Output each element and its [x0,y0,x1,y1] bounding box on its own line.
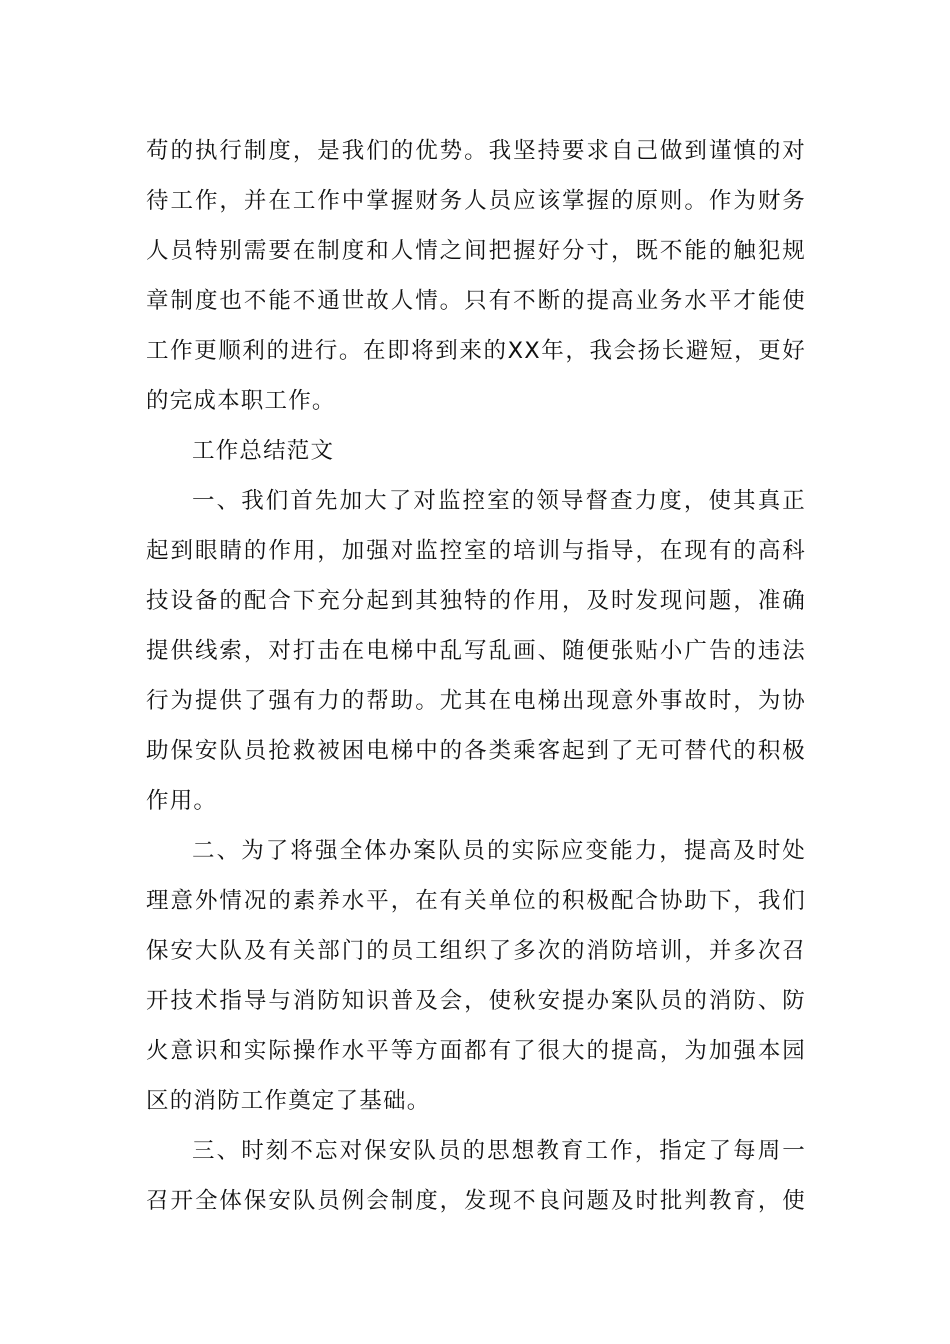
text-line: 苟的执行制度，是我们的优势。我坚持要求自己做到谨慎的对 [146,138,806,164]
text-line: 人员特别需要在制度和人情之间把握好分寸，既不能的触犯规 [146,238,806,264]
text-line: 二、为了将强全体办案队员的实际应变能力，提高及时处 [192,838,806,864]
text-line: 起到眼睛的作用，加强对监控室的培训与指导，在现有的高科 [146,538,806,564]
text-line: 开技术指导与消防知识普及会，使秋安提办案队员的消防、防 [146,988,806,1014]
paragraph-3 [146,1126,806,1226]
paragraph-1 [146,476,806,826]
paragraph-2 [146,826,806,1126]
text-line: 助保安队员抢救被困电梯中的各类乘客起到了无可替代的积极 [146,738,806,764]
text-line: 技设备的配合下充分起到其独特的作用，及时发现问题，准确 [146,588,806,614]
text-line: 作用。 [146,788,218,814]
paragraph-continuation [146,126,806,426]
text-line: 行为提供了强有力的帮助。尤其在电梯出现意外事故时，为协 [146,688,806,714]
text-line: 火意识和实际操作水平等方面都有了很大的提高，为加强本园 [146,1038,806,1064]
heading-text: 工作总结范文 [192,438,335,464]
text-line: 章制度也不能不通世故人情。只有不断的提高业务水平才能使 [146,288,806,314]
text-line: 理意外情况的素养水平，在有关单位的积极配合协助下，我们 [146,888,806,914]
text-line: 待工作，并在工作中掌握财务人员应该掌握的原则。作为财务 [146,188,806,214]
text-line: 提供线索，对打击在电梯中乱写乱画、随便张贴小广告的违法 [146,638,806,664]
text-line: 保安大队及有关部门的员工组织了多次的消防培训，并多次召 [146,938,806,964]
text-line: 工作更顺利的进行。在即将到来的XX年，我会扬长避短，更好 [146,338,806,364]
text-line: 一、我们首先加大了对监控室的领导督查力度，使其真正 [192,488,806,514]
document-body [146,126,806,1226]
section-heading [146,426,806,476]
text-line: 的完成本职工作。 [146,388,336,414]
text-line: 召开全体保安队员例会制度，发现不良问题及时批判教育，使 [146,1188,806,1214]
text-line: 区的消防工作奠定了基础。 [146,1088,431,1114]
text-line: 三、时刻不忘对保安队员的思想教育工作，指定了每周一 [192,1138,806,1164]
